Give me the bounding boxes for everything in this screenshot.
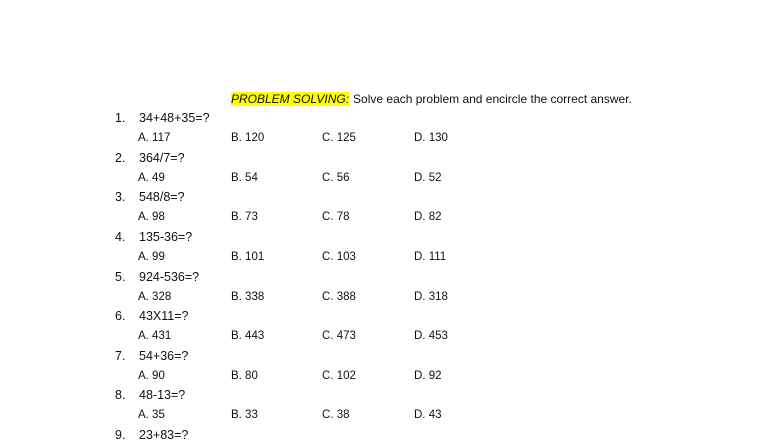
option-d: D. 111 (414, 251, 447, 263)
option-c: C. 78 (322, 211, 350, 223)
question-number: 2. (115, 151, 126, 165)
question-number: 5. (115, 270, 126, 284)
question-prompt: 135-36=? (139, 230, 193, 244)
option-c: C. 56 (322, 172, 350, 184)
question-prompt: 548/8=? (139, 190, 185, 204)
option-d: D. 52 (414, 172, 442, 184)
option-d: D. 130 (414, 132, 448, 144)
question-9 (115, 428, 188, 442)
option-a: A. 90 (138, 370, 165, 382)
option-b: B. 443 (231, 330, 265, 342)
question-prompt: 364/7=? (139, 151, 185, 165)
option-d: D. 82 (414, 211, 442, 223)
option-c: C. 125 (322, 132, 356, 144)
option-d: D. 318 (414, 291, 448, 303)
question-prompt: 23+83=? (139, 428, 189, 442)
option-a: A. 98 (138, 211, 165, 223)
question-5 (115, 270, 199, 284)
option-c: C. 102 (322, 370, 356, 382)
option-b: B. 101 (231, 251, 265, 263)
option-b: B. 33 (231, 409, 258, 421)
question-prompt: 48-13=? (139, 388, 186, 402)
question-number: 7. (115, 349, 126, 363)
option-d: D. 92 (414, 370, 442, 382)
question-prompt: 54+36=? (139, 349, 189, 363)
question-4 (115, 230, 192, 244)
question-2 (115, 151, 185, 165)
option-c: C. 103 (322, 251, 356, 263)
question-8 (115, 388, 185, 402)
option-c: C. 473 (322, 330, 356, 342)
question-number: 9. (115, 428, 126, 442)
question-number: 1. (115, 111, 126, 125)
question-number: 3. (115, 190, 126, 204)
option-b: B. 120 (231, 132, 265, 144)
option-a: A. 328 (138, 291, 172, 303)
option-b: B. 73 (231, 211, 258, 223)
option-b: B. 54 (231, 172, 258, 184)
option-b: B. 80 (231, 370, 258, 382)
question-number: 6. (115, 309, 126, 323)
question-6 (115, 309, 188, 323)
option-b: B. 338 (231, 291, 265, 303)
instructions-line (231, 92, 632, 106)
question-number: 8. (115, 388, 126, 402)
question-prompt: 34+48+35=? (139, 111, 210, 125)
question-prompt: 43X11=? (139, 309, 189, 323)
instruction-text: Solve each problem and encircle the correct answer. (353, 92, 632, 106)
option-d: D. 43 (414, 409, 442, 421)
option-a: A. 49 (138, 172, 165, 184)
option-a: A. 35 (138, 409, 165, 421)
question-3 (115, 190, 185, 204)
option-a: A. 431 (138, 330, 172, 342)
question-1 (115, 111, 210, 125)
option-c: C. 388 (322, 291, 356, 303)
option-a: A. 99 (138, 251, 165, 263)
question-number: 4. (115, 230, 126, 244)
option-d: D. 453 (414, 330, 448, 342)
question-prompt: 924-536=? (139, 270, 200, 284)
section-label: PROBLEM SOLVING: (231, 92, 350, 106)
option-a: A. 117 (138, 132, 171, 144)
question-7 (115, 349, 188, 363)
option-c: C. 38 (322, 409, 350, 421)
